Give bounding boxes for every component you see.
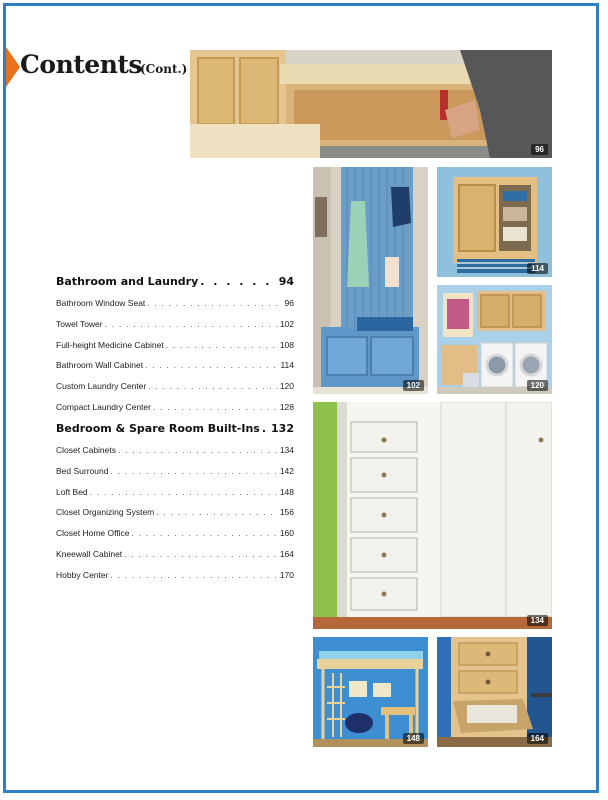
entry-title: Loft Bed: [56, 487, 88, 497]
dot-leader: [118, 445, 278, 455]
photo-page-number: 120: [527, 380, 548, 391]
entry-page: 148: [279, 487, 294, 497]
photo-wall-cabinet: [437, 167, 552, 277]
entry-page: 128: [279, 402, 294, 412]
photo-page-number: 148: [403, 733, 424, 744]
entry-page: 156: [279, 507, 294, 517]
toc-entry[interactable]: [56, 528, 294, 538]
dot-leader: [145, 360, 278, 370]
entry-title: Kneewall Cabinet: [56, 549, 123, 559]
dot-leader: [124, 549, 278, 559]
accent-tab: [6, 47, 20, 87]
entry-page: 170: [279, 570, 294, 580]
photo-closet-cabinets: [313, 402, 552, 629]
photo-page-number: 96: [531, 144, 548, 155]
table-of-contents: [56, 0, 294, 600]
section-page: 132: [271, 422, 294, 435]
entry-title: Full-height Medicine Cabinet: [56, 340, 164, 350]
photo-loft-bed: [313, 637, 428, 747]
dot-leader: [110, 466, 277, 476]
toc-entry[interactable]: [56, 298, 294, 308]
photo-towel-tower: [313, 167, 428, 394]
entry-title: Hobby Center: [56, 570, 109, 580]
dot-leader: [200, 275, 276, 288]
section-title: Bathroom and Laundry: [56, 275, 199, 288]
entry-page: 134: [279, 445, 294, 455]
entry-page: 160: [279, 528, 294, 538]
toc-section-heading[interactable]: [56, 422, 294, 435]
section-title: Bedroom & Spare Room Built-Ins: [56, 422, 260, 435]
toc-entry[interactable]: [56, 445, 294, 455]
entry-title: Compact Laundry Center: [56, 402, 151, 412]
toc-entry[interactable]: [56, 487, 294, 497]
entry-title: Custom Laundry Center: [56, 381, 147, 391]
dot-leader: [90, 487, 278, 497]
dot-leader: [148, 381, 278, 391]
dot-leader: [132, 528, 278, 538]
toc-entry[interactable]: [56, 381, 294, 391]
dot-leader: [156, 507, 278, 517]
entry-title: Bathroom Window Seat: [56, 298, 146, 308]
section-page: 94: [278, 275, 294, 288]
photo-page-number: 164: [527, 733, 548, 744]
entry-page: 120: [279, 381, 294, 391]
toc-section-heading[interactable]: [56, 275, 294, 288]
toc-entry[interactable]: [56, 570, 294, 580]
photo-kneewall-cabinet: [437, 637, 552, 747]
photo-page-number: 102: [403, 380, 424, 391]
photo-laundry-center: [437, 285, 552, 394]
toc-entry[interactable]: [56, 340, 294, 350]
dot-leader: [110, 570, 277, 580]
photo-page-number: 114: [527, 263, 548, 274]
dot-leader: [166, 340, 278, 350]
toc-entry[interactable]: [56, 319, 294, 329]
page-subtitle: (Cont.): [140, 62, 188, 76]
entry-page: 96: [284, 298, 294, 308]
entry-page: 164: [279, 549, 294, 559]
entry-page: 114: [280, 360, 294, 370]
photo-page-number: 134: [527, 615, 548, 626]
toc-entry[interactable]: [56, 402, 294, 412]
entry-title: Towel Tower: [56, 319, 103, 329]
dot-leader: [153, 402, 278, 412]
entry-page: 142: [279, 466, 294, 476]
entry-title: Bed Surround: [56, 466, 109, 476]
entry-page: 108: [279, 340, 294, 350]
entry-title: Closet Cabinets: [56, 445, 117, 455]
entry-title: Closet Home Office: [56, 528, 130, 538]
entry-title: Closet Organizing System: [56, 507, 155, 517]
dot-leader: [262, 422, 269, 435]
entry-title: Bathroom Wall Cabinet: [56, 360, 144, 370]
entry-page: 102: [279, 319, 294, 329]
dot-leader: [147, 298, 282, 308]
toc-entry[interactable]: [56, 360, 294, 370]
dot-leader: [105, 319, 278, 329]
page-title: Contents: [20, 50, 143, 79]
toc-entry[interactable]: [56, 549, 294, 559]
toc-entry[interactable]: [56, 466, 294, 476]
toc-entry[interactable]: [56, 507, 294, 517]
